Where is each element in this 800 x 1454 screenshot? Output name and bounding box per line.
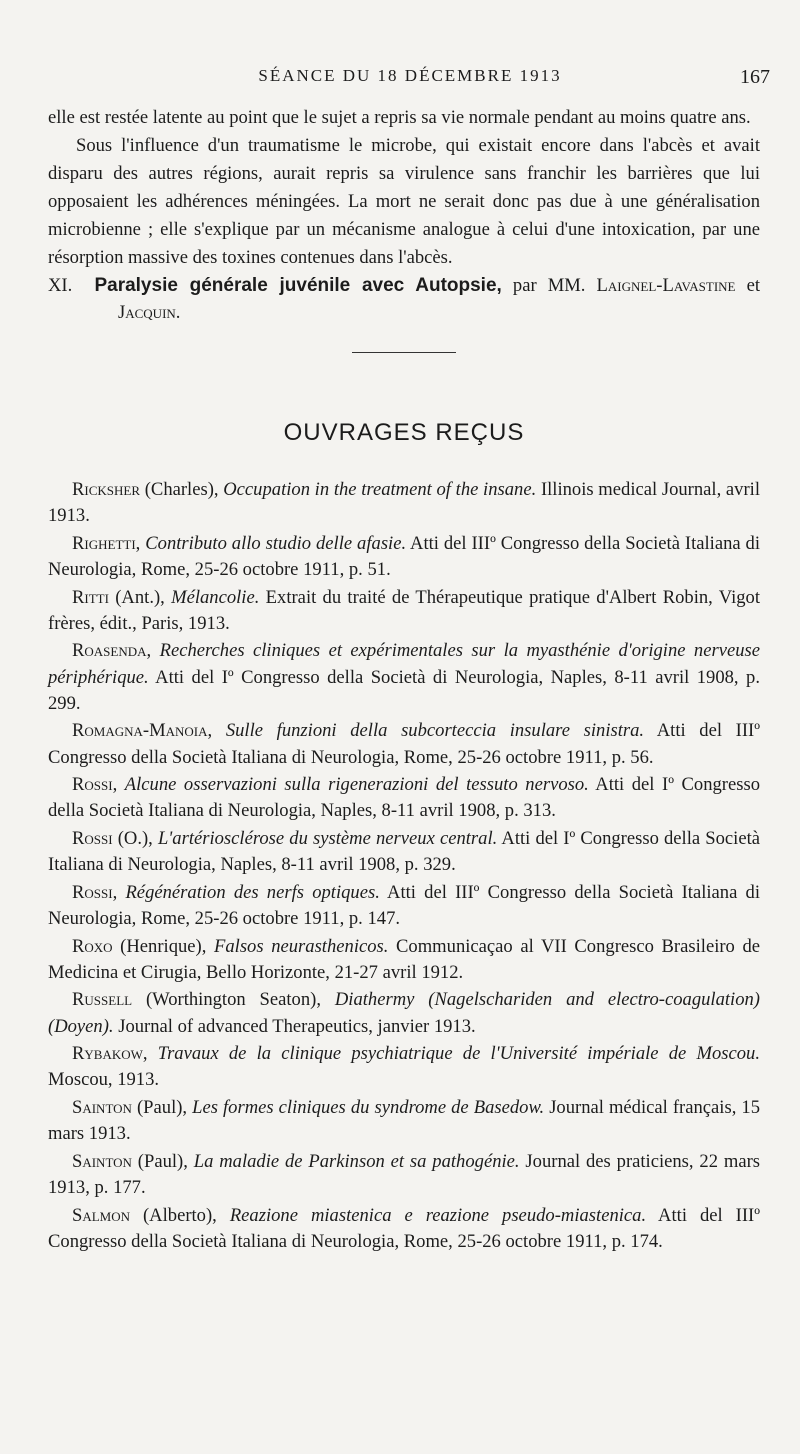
entry-title: Contributo allo studio delle afasie. (145, 532, 407, 554)
entry-title: La maladie de Parkinson et sa pathogénie. (193, 1150, 520, 1172)
bibliography-list (48, 477, 760, 1255)
entry-source: Illinois medical Journal, avril 1913. (48, 479, 760, 527)
section-number: XI. (48, 275, 73, 296)
entry-source: Atti del Iº Congresso della Società di Neurologia, Naples, 8-11 avril 1908, p. 299. (48, 666, 760, 714)
entry-details: , (135, 532, 146, 554)
entry-title: Alcune osservazioni sulla rigenerazioni del tessuto nervoso. (124, 774, 589, 796)
entry-details: (Henrique), (112, 935, 214, 957)
entry-author: Sainton (72, 1096, 132, 1118)
entry-details: , (146, 640, 160, 662)
entry-author: Roxo (72, 935, 113, 957)
entry-details: (Ant.), (108, 586, 172, 608)
entry-details: , (112, 881, 126, 903)
entry-source: Atti del IIIº Congresso della Società Italiana di Neurologia, Rome, 25-26 octobre 1911, p. 56. (48, 720, 761, 768)
bibliography-entry (48, 585, 760, 637)
entry-author: Rybakow (72, 1043, 143, 1065)
bibliography-entry (48, 1041, 760, 1093)
entry-author: Ritti (72, 586, 109, 608)
entry-title: Régénération des nerfs optiques. (125, 881, 380, 903)
entry-source: Atti del IIIº Congresso della Società Italiana di Neurologia, Rome, 25-26 octobre 1911, p. 147. (48, 881, 760, 929)
bibliography-entry (48, 880, 760, 932)
section-and: et (746, 275, 760, 296)
entry-details: (O.), (112, 827, 158, 849)
entry-details: , (142, 1043, 158, 1065)
divider (352, 352, 456, 353)
bibliography-entry (48, 718, 760, 770)
entry-title: Diathermy (Nagelscharidеn and electro-coagulation) (Doyen). (48, 989, 760, 1037)
entry-title: L'artériosclérose du système nerveux central. (157, 827, 498, 849)
entry-author: Romagna-Manoia (72, 720, 208, 742)
entry-source: Journal of advanced Therapeutics, janvier 1913. (113, 1015, 476, 1037)
bibliography-entry (48, 934, 760, 986)
bibliography-entry (48, 987, 760, 1039)
entry-details: , (112, 774, 125, 796)
entry-source: Atti del IIIº Congresso della Società Italiana di Neurologia, Rome, 25-26 octobre 1911, p. 51. (48, 532, 760, 580)
entry-author: Salmon (72, 1204, 131, 1226)
ouvrages-heading: OUVRAGES REÇUS (283, 419, 525, 446)
entry-source: Journal médical français, 15 mars 1913. (48, 1096, 760, 1145)
entry-title: Occupation in the treatment of the insane. (223, 479, 537, 500)
section-title: Paralysie générale juvénile avec Autopsie, (94, 275, 502, 296)
entry-source: Atti del IIIº Congresso della Società Italiana di Neurologia, Rome, 25-26 octobre 1911, p. 174. (48, 1204, 760, 1252)
section-heading (48, 272, 760, 326)
entry-source: Extrait du traité de Thérapeutique pratique d'Albert Robin, Vigot frères, édit., Paris, 1913. (48, 586, 760, 634)
entry-author: Roasenda (72, 640, 147, 662)
entry-details: , (207, 720, 226, 742)
entry-title: Les formes cliniques du syndrome de Basedow. (192, 1096, 545, 1118)
bibliography-entry (48, 1149, 760, 1201)
entry-details: (Paul), (131, 1150, 194, 1172)
entry-author: Russell (72, 989, 133, 1011)
entry-author: Rossi (72, 827, 113, 849)
bibliography-entry (48, 638, 760, 717)
paragraph: Sous l'influence d'un traumatisme le microbe, qui existait encore dans l'abcès et avait disparu des autres régions, aurait repris sa virulence sans franchir les barrières que lui opposaient les adhérences méningées. La mort ne serait donc pas due à une généralisation microbienne ; elle s'explique par un mécanisme analogue à celui d'une intoxication, par une résorption massive des toxines contenues dans l'abcès. (48, 135, 760, 268)
entry-title: Recherches cliniques et expérimentales sur la myasthénie d'origine nerveuse périphérique. (48, 640, 760, 688)
bibliography-entry (48, 531, 760, 583)
entry-author: Ricksher (72, 479, 141, 500)
entry-details: (Charles), (140, 479, 224, 500)
entry-author: Rossi (72, 774, 113, 796)
bibliography-entry (48, 826, 760, 878)
entry-title: Travaux de la clinique psychiatrique de l'Université impériale de Moscou. (157, 1043, 761, 1065)
page-body (48, 104, 760, 1255)
entry-title: Sulle funzioni della subcorteccia insulare sinistra. (225, 720, 645, 742)
section-author2: Jacquin. (118, 302, 181, 323)
entry-title: Falsos neurasthenicos. (214, 935, 389, 957)
entry-source: Moscou, 1913. (48, 1069, 160, 1091)
entry-title: Mélancolie. (171, 586, 260, 608)
entry-details: (Alberto), (130, 1204, 230, 1226)
entry-source: Communicaçao al VII Congresco Brasileiro de Medicina et Cirugia, Bello Horizonte, 21-27 avril 1912. (48, 935, 761, 983)
bibliography-entry (48, 1095, 760, 1147)
entry-source: Journal des praticiens, 22 mars 1913, p. 177. (48, 1150, 761, 1198)
section-by: par MM. (512, 275, 586, 296)
entry-details: (Paul), (131, 1096, 193, 1118)
running-title: SÉANCE DU 18 DÉCEMBRE 1913 (258, 66, 562, 85)
bibliography-entry (48, 772, 760, 824)
bibliography-entry (48, 477, 760, 529)
entry-author: Sainton (72, 1150, 132, 1172)
entry-source: Atti del Iº Congresso della Società Italiana di Neurologia, Naples, 8-11 avril 1908, p. 313. (48, 774, 760, 822)
entry-author: Rossi (72, 881, 113, 903)
entry-author: Righetti (72, 532, 136, 554)
paragraph: elle est restée latente au point que le sujet a repris sa vie normale pendant au moins quatre ans. (48, 107, 751, 128)
entry-details: (Worthington Seaton), (132, 989, 335, 1011)
entry-source: Atti del Iº Congresso della Società Italiana di Neurologia, Naples, 8-11 avril 1908, p. 329. (48, 827, 761, 876)
entry-title: Reazione miastenica e reazione pseudo-miastenica. (229, 1204, 647, 1226)
bibliography-entry (48, 1203, 760, 1255)
page-header (50, 66, 770, 94)
page-number: 167 (740, 66, 770, 88)
section-authors: Laignel-Lavastine (596, 275, 736, 296)
